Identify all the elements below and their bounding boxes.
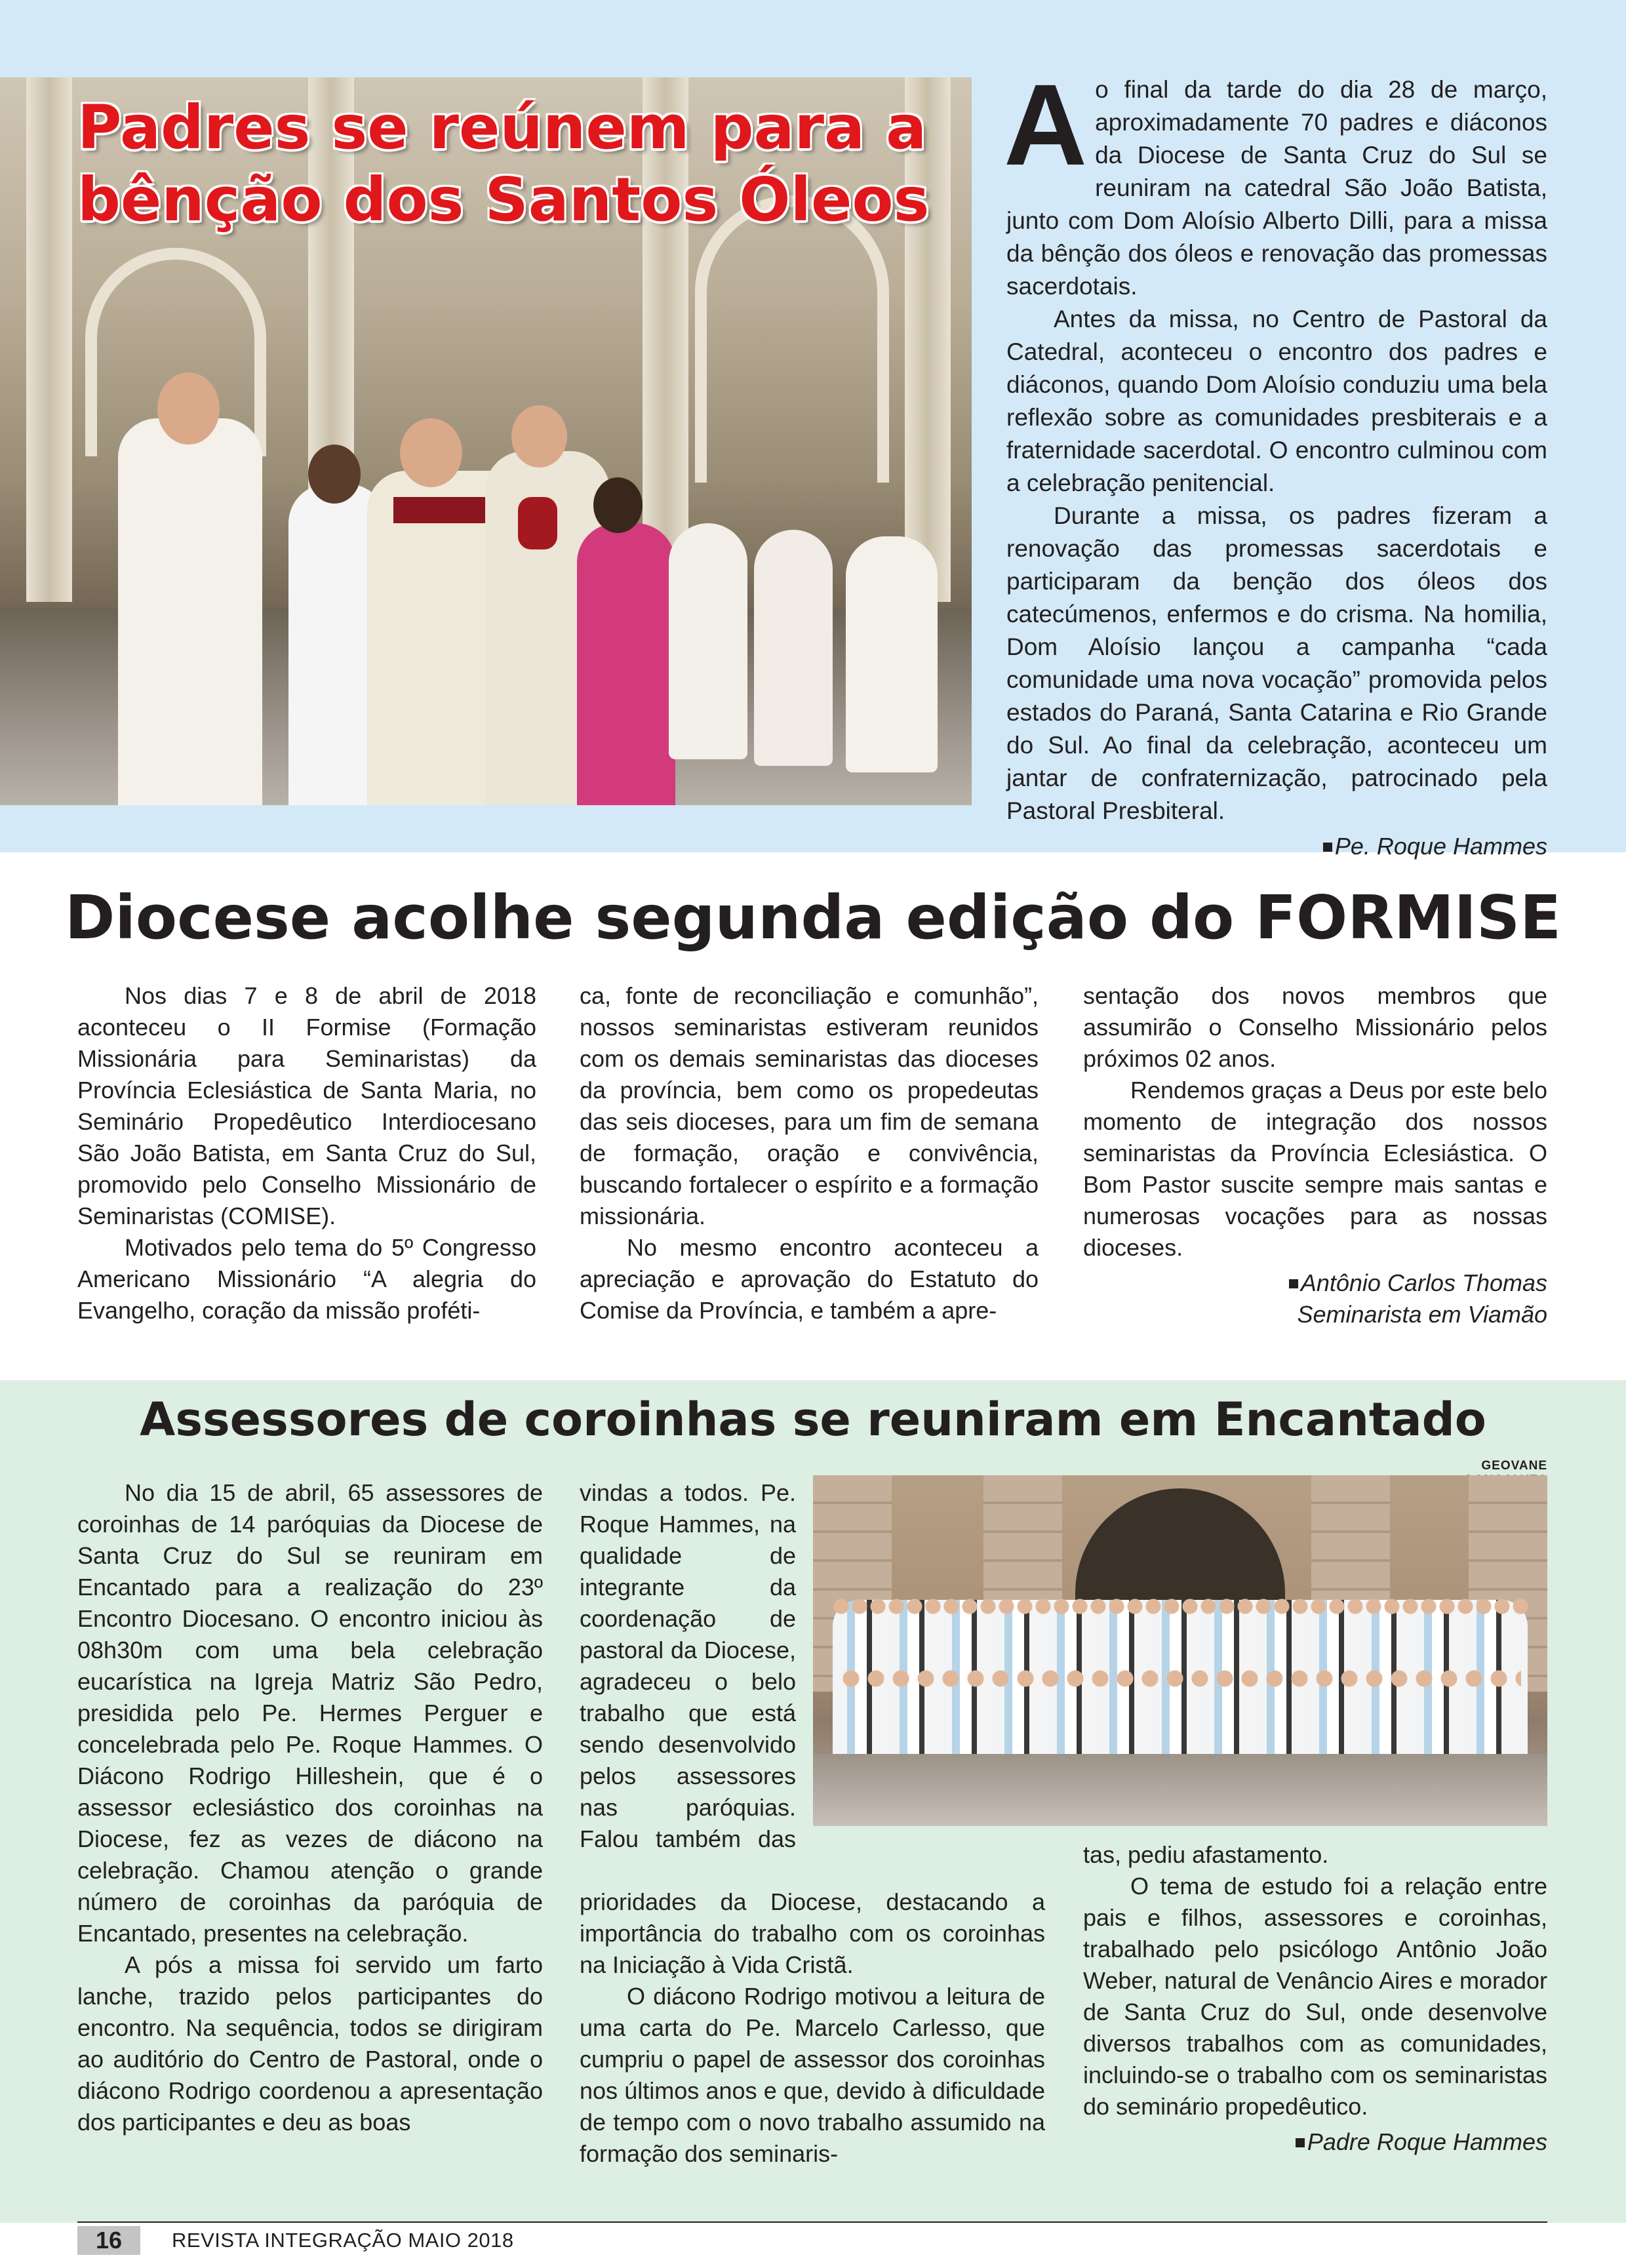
article2-column-1 [77,980,536,1326]
footer-rule [77,2221,1547,2223]
red-book [393,497,485,523]
article2-column-3 [1083,980,1547,1330]
article2-paragraph: sentação dos novos membros que assumirão o Conselho Missionário pelos próximos 02 anos. [1083,982,1547,1072]
article3-signature: Padre Roque Hammes [1083,2126,1547,2158]
oil-vessel [518,497,557,549]
article3-column-3 [1083,1839,1547,2158]
article1-headline: Padres se reúnem para a bênção dos Santos Óleos [77,92,930,235]
article2-signature: Antônio Carlos Thomas Seminarista em Viamão [1083,1267,1547,1330]
article2-headline: Diocese acolhe segunda edição do FORMISE [65,883,1561,953]
article3-paragraph: tas, pediu afastamento. [1083,1841,1329,1868]
article2-paragraph: Rendemos graças a Deus por este belo momento de integração dos nossos seminaristas da Província Eclesiástica. O Bom Pastor suscite sempre mais santas e numerosas vocações para as nossas dioceses. [1083,1077,1547,1261]
photo-credit: GEOVANE [1481,1459,1547,1473]
article2-paragraph: Motivados pelo tema do 5º Congresso Americano Missionário “A alegria do Evangelho, coração da missão proféti- [77,1234,536,1324]
page-number: 16 [95,2227,123,2254]
article1-body [1004,61,1547,863]
article3-headline: Assessores de coroinhas se reuniram em Encantado [140,1393,1486,1446]
square-bullet-icon [1289,1279,1298,1288]
article2-paragraph: ca, fonte de reconciliação e comunhão”, nossos seminaristas estiveram reunidos com os demais seminaristas das dioceses da província, bem como os propedeutas das seis dioceses, para um fim de semana de formação, oração e convivência, buscando fortalecer o espírito e a formação missionária. [580,982,1039,1229]
article3-column-2 [580,1886,1045,2170]
article2-paragraph: No mesmo encontro aconteceu a apreciação e aprovação do Estatuto do Comise da Província, e também a apre- [580,1234,1039,1324]
drop-cap: A [1004,61,1088,189]
group-photo [813,1475,1547,1826]
article1-paragraph: Durante a missa, os padres fizeram a renovação das promessas sacerdotais e participaram da benção dos óleos dos catecúmenos, enfermos e do crisma. Na homilia, Dom Aloísio lançou a campanha “cada comunidade uma nova vocação” promovida pelos estados do Paraná, Santa Catarina e Rio Grande do Sul. Ao final da celebração, aconteceu um jantar de confraternização, patrocinado pela Pastoral Presbiteral. [1006,502,1547,824]
article3-paragraph: O tema de estudo foi a relação entre pais e filhos, assessores e coroinhas, trabalhado pelo psicólogo Antônio João Weber, natural de Venâncio Aires e morador de Santa Cruz do Sul, onde desenvolve diversos trabalhos com as comunidades, incluindo-se o trabalho com os seminaristas do seminário propedêutico. [1083,1873,1547,2120]
article3-paragraph: A pós a missa foi servido um farto lanche, trazido pelos participantes do encontro. Na sequência, todos se dirigiram ao auditório do Centro de Pastoral, onde o diácono Rodrigo coordenou a apresentação dos participantes e deu as boas [77,1951,543,2136]
square-bullet-icon [1323,843,1332,852]
article1-paragraph: Ao final da tarde do dia 28 de março, aproximadamente 70 padres e diáconos da Diocese de Santa Cruz do Sul se reuniram na catedral São João Batista, junto com Dom Aloísio Alberto Dilli, para a missa da bênção dos óleos e renovação das promessas sacerdotais. [1004,61,1547,300]
article3-paragraph: No dia 15 de abril, 65 assessores de coroinhas de 14 paróquias da Diocese de Santa Cruz do Sul se reuniram em Encantado para a realização do 23º Encontro Diocesano. O encontro iniciou às 08h30m com uma bela celebração eucarística na Igreja Matriz São Pedro, presidida pelo Pe. Hermes Perguer e concelebrada pelo Pe. Roque Hammes. O Diácono Rodrigo Hilleshein, que é o assessor eclesiástico dos coroinhas na Diocese, fez as vezes de diácono na celebração. Chamou atenção o grande número de coroinhas da paróquia de Encantado, presentes na celebração. [77,1479,543,1947]
article1-signature: Pe. Roque Hammes [1006,830,1547,863]
article2-paragraph: Nos dias 7 e 8 de abril de 2018 aconteceu o II Formise (Formação Missionária para Seminaristas) da Província Eclesiástica de Santa Maria, no Seminário Propedêutico Interdiocesano São João Batista, em Santa Cruz do Sul, promovido pelo Conselho Missionário de Seminaristas (COMISE). [77,982,536,1229]
article3-paragraph: vindas a todos. Pe. Roque Hammes, na qualidade de integrante da coordenação de pastoral da Diocese, agradeceu o belo trabalho que está sendo desenvolvido pelos assessores nas paróquias. Falou também das [580,1479,796,1852]
article3-paragraph: prioridades da Diocese, destacando a importância do trabalho com os coroinhas na Iniciação à Vida Cristã. [580,1888,1045,1978]
publication-title: REVISTA INTEGRAÇÃO MAIO 2018 [172,2229,514,2252]
square-bullet-icon [1296,2138,1305,2147]
article3-column-2-narrow [580,1477,796,1855]
article1-paragraph: Antes da missa, no Centro de Pastoral da Catedral, aconteceu o encontro dos padres e diáconos, quando Dom Aloísio conduziu uma bela reflexão sobre as comunidades presbiterais e a fraternidade sacerdotal. O encontro culminou com a celebração penitencial. [1006,306,1547,496]
article2-column-2 [580,980,1039,1326]
article3-paragraph: O diácono Rodrigo motivou a leitura de uma carta do Pe. Marcelo Carlesso, que cumpriu o papel de assessor dos coroinhas nos últimos anos e que, devido à dificuldade de tempo com o novo trabalho assumido na formação dos seminaris- [580,1983,1045,2167]
article3-column-1 [77,1477,543,2138]
